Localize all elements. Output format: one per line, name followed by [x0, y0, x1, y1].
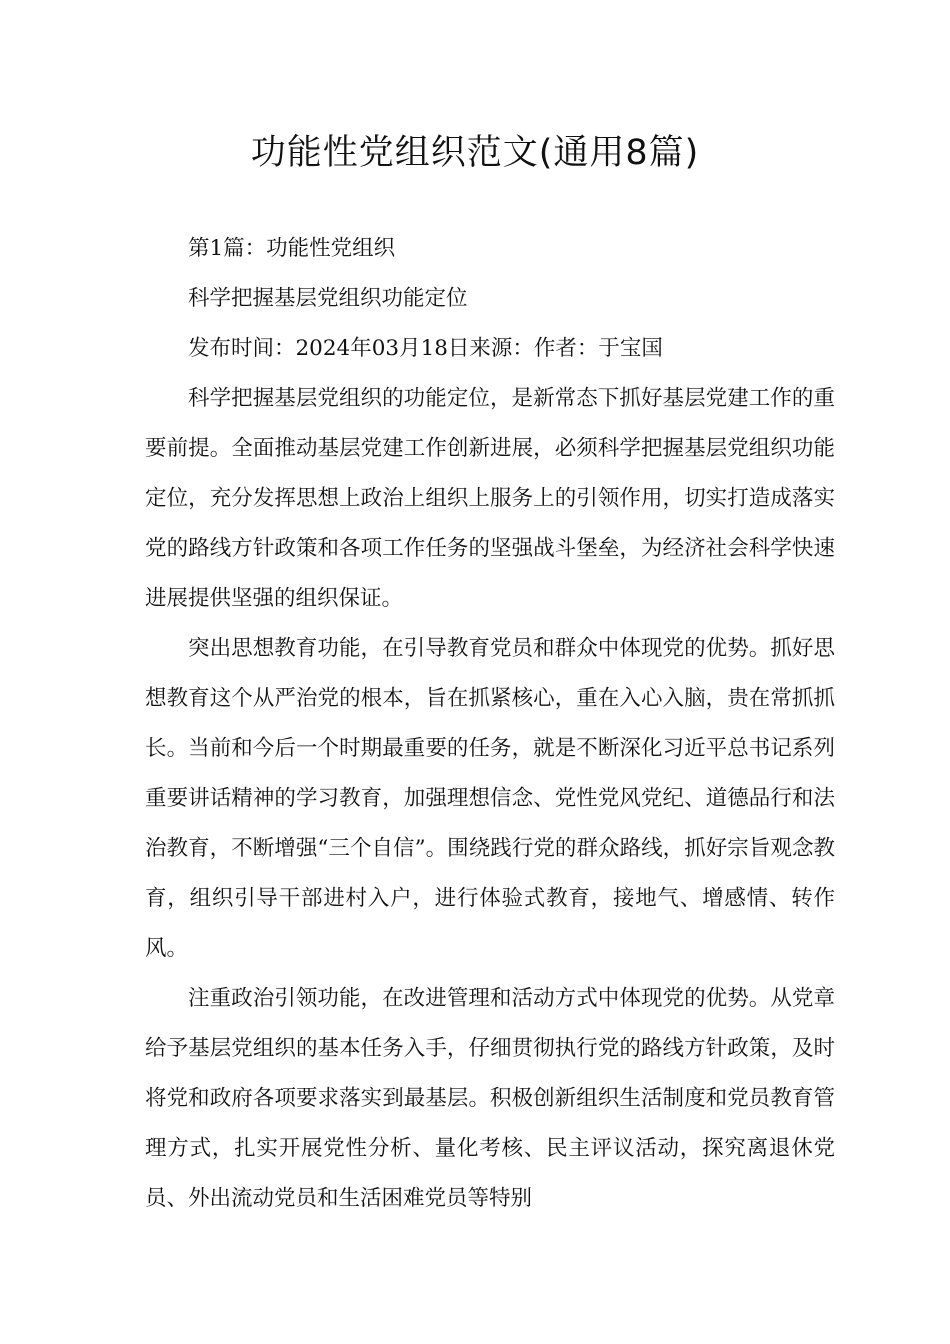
- document-title: 功能性党组织范文(通用8篇): [250, 133, 700, 173]
- body-paragraph: 科学把握基层党组织的功能定位，是新常态下抓好基层党建工作的重要前提。全面推动基层党建工作创新进展，必须科学把握基层党组织功能定位，充分发挥思想上政治上组织上服务上的引领作用，切实打造成落实党的路线方针政策和各项工作任务的坚强战斗堡垒，为经济社会科学快速进展提供坚强的组织保证。: [145, 386, 835, 611]
- publish-info: 发布时间：2024年03月18日来源：作者：于宝国: [188, 336, 663, 361]
- article-title: 科学把握基层党组织功能定位: [188, 286, 468, 311]
- document-body: [145, 224, 835, 1224]
- body-paragraph: 注重政治引领功能，在改进管理和活动方式中体现党的优势。从党章给予基层党组织的基本任务入手，仔细贯彻执行党的路线方针政策，及时将党和政府各项要求落实到最基层。积极创新组织生活制度和党员教育管理方式，扎实开展党性分析、量化考核、民主评议活动，探究离退休党员、外出流动党员和生活困难党员等特别: [145, 986, 835, 1211]
- body-paragraph: 突出思想教育功能，在引导教育党员和群众中体现党的优势。抓好思想教育这个从严治党的根本，旨在抓紧核心，重在入心入脑，贵在常抓抓长。当前和今后一个时期最重要的任务，就是不断深化习近平总书记系列重要讲话精神的学习教育，加强理想信念、党性党风党纪、道德品行和法治教育，不断增强“三个自信”。围绕践行党的群众路线，抓好宗旨观念教育，组织引导干部进村入户，进行体验式教育，接地气、增感情、转作风。: [145, 636, 835, 961]
- section-heading: 第1篇：功能性党组织: [188, 236, 396, 261]
